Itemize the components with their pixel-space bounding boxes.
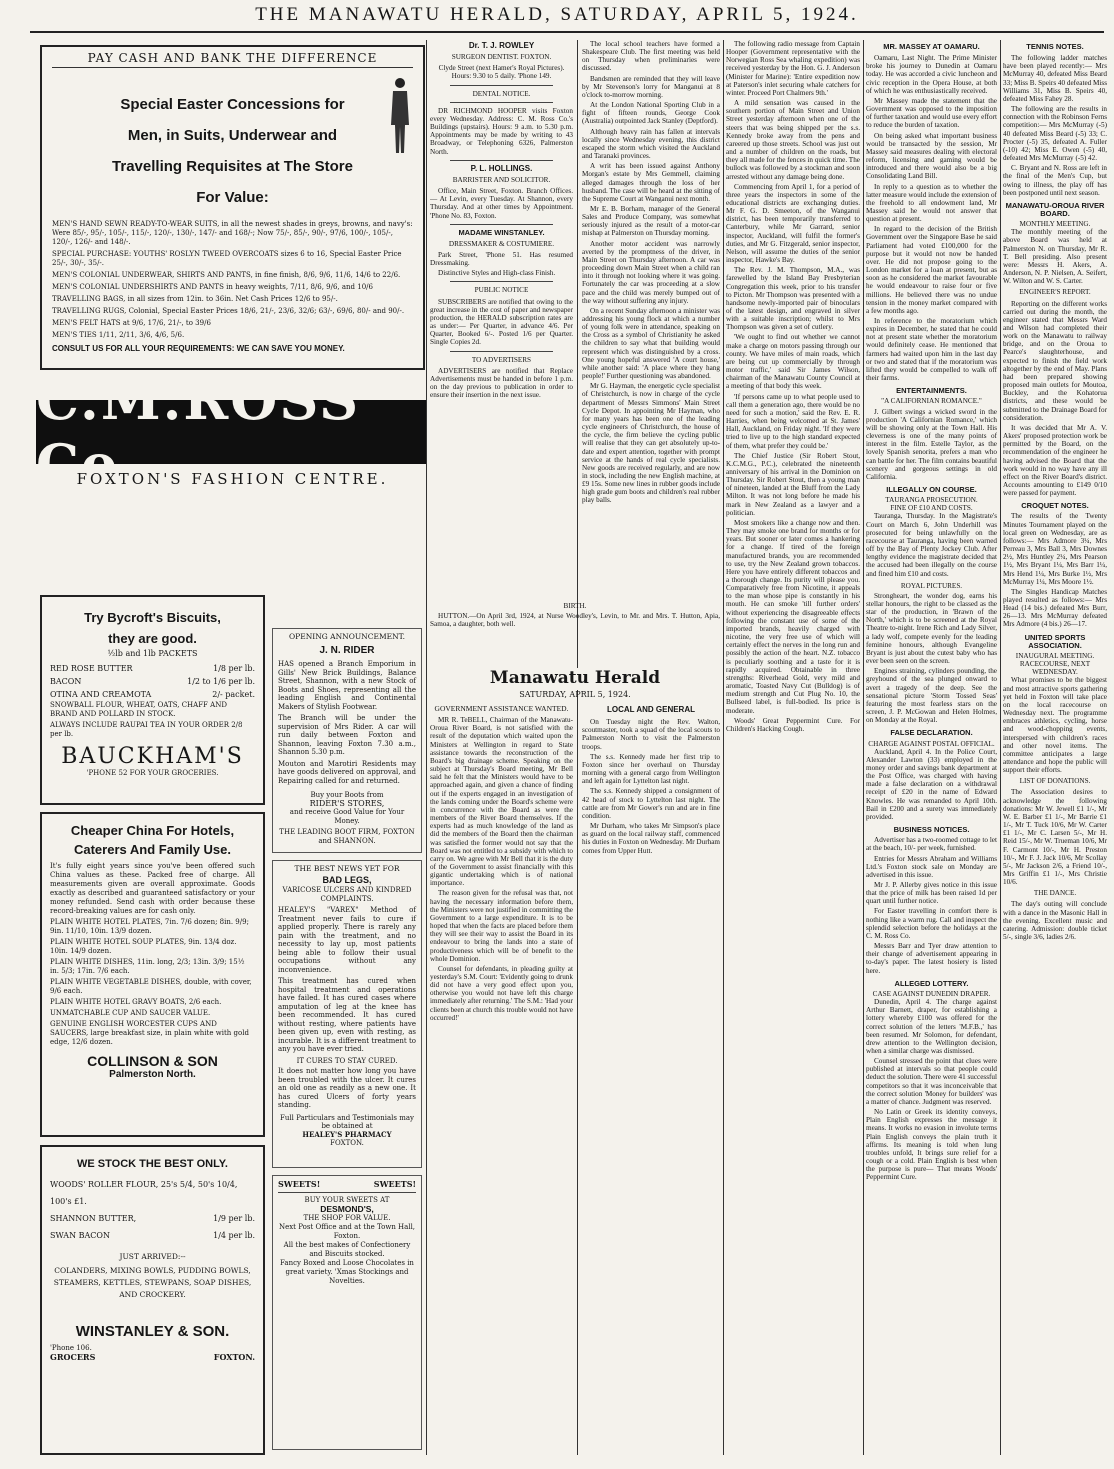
- winstanley-name: MADAME WINSTANLEY.: [458, 227, 545, 237]
- royal-headline: ROYAL PICTURES.: [900, 581, 963, 590]
- news-item: No Latin or Greek its identity conveys, Plain English expresses the message it means. It works no evasion in involute terms Plain English conveys the plain truth it affirms. Its meaning is told when lung troubles unfold, It brings sure relief for a cough or a cold. Plain English is best when the purpose is pure— That means Woods' Peppermint Cure.: [866, 1108, 997, 1182]
- rider-p1: HAS opened a Branch Emporium in Gills' New Brick Buildings, Balance Street, Shannon, with a new Stock of Boots and Shoes, representing all the leading English and Continental Makers of Stylish Footwear.: [278, 660, 416, 711]
- local-item: On Tuesday night the Rev. Walton, scoutmaster, took a squad of the local scouts to Palmerston North to visit the Palmerston troops.: [582, 718, 720, 751]
- news-item: The following are the results in connection with the Robinson Ferns competition:— Mrs McMurray (-5) 40 defeated Miss Beard (-5) 33; C. Procter (-5) 35, defeated A. Fuller (-10) 42; Miss E. Owen (-5) 40, defeated Mrs McMurray (-5) 42.: [1003, 105, 1107, 163]
- dental-notice: DENTAL NOTICE.: [472, 89, 531, 98]
- collinson-place: Palmerston North.: [109, 1069, 196, 1080]
- collinson-firm: COLLINSON & SON: [87, 1053, 218, 1069]
- rowley-hours: Hours: 9.30 to 5 daily. 'Phone 149.: [451, 72, 552, 81]
- sweets-buy: BUY YOUR SWEETS AT: [304, 1196, 390, 1204]
- pay-cash-items: [52, 220, 413, 340]
- local-general: [582, 702, 720, 1457]
- ross-logo-text: C.M.ROSS Co: [36, 368, 361, 496]
- sweets-p2: All the best makes of Confectionery and Biscuits stocked.: [283, 1241, 411, 1258]
- californian-headline: "A CALIFORNIAN ROMANCE.": [881, 397, 982, 406]
- masthead-rule: [30, 31, 1104, 33]
- news-item: The monthly meeting of the above Board was held at Palmerston N. on Thursday, Mr R. T. Bell presiding. Also present were: Messrs H. Akers, A. Anderson, N. P. Nielsen, A. Seifert, W. Wilton and W. S. Carter.: [1003, 228, 1107, 286]
- best-item-row: [50, 1227, 255, 1244]
- best-only-ad: [40, 1145, 265, 1455]
- herald-nameplate: Manawatu Herald: [430, 668, 720, 690]
- biscuits-extra-1: SNOWBALL FLOUR, WHEAT, OATS, CHAFF AND BRAND AND POLLARD IN STOCK.: [50, 701, 227, 718]
- business-notices-headline: BUSINESS NOTICES.: [893, 825, 970, 835]
- tauranga-headline: TAURANGA PROSECUTION.: [885, 496, 978, 505]
- local-item: The s.s. Kennedy shipped a consignment of 42 head of stock to Lyttelton last night. The cattle are from Mr Gower's run and are in fine condition.: [582, 787, 720, 820]
- best-item-name: SWAN BACON: [50, 1231, 110, 1240]
- news-item: Oamaru, Last Night. The Prime Minister broke his journey to Dunedin at Oamaru today. He was accorded a civic luncheon and civic reception in the Opera House, at both of which he was enthusiastically received.: [866, 54, 997, 95]
- hollings-title: BARRISTER AND SOLICITOR.: [452, 175, 551, 184]
- news-item: Entries for Messrs Abraham and Williams Ltd.'s Foxton stock sale on Monday are advertised in this issue.: [866, 854, 997, 879]
- ross-tagline: FOXTON'S FASHION CENTRE.: [76, 470, 389, 488]
- grocery-price: 2/- packet.: [212, 690, 255, 699]
- china-line-2: Caterers And Family Use.: [73, 842, 232, 857]
- news-item: Counsel stressed the point that clues were published at intervals so that people could deduct the solution. There were 41 successful competitors so that it was inconceivable that the correct solution 'Money for builders' was a matter of chance. Judgment was reserved.: [866, 1057, 997, 1106]
- ent-repeat: [866, 1420, 867, 1421]
- rider-title: OPENING ANNOUNCEMENT.: [289, 632, 405, 641]
- pay-cash-item: SPECIAL PURCHASE: YOUTHS' ROSLYN TWEED OVERCOATS sizes 6 to 16, Special Easter Price 25/-, 30/-, 35/-.: [52, 250, 402, 267]
- hollings-body: Office, Main Street, Foxton. Branch Offices.— At Levin, every Tuesday. At Shannon, every Thursday. And at other times by Appointment. 'Phone No. 83, Foxton.: [430, 187, 573, 220]
- news-item: At the London National Sporting Club in a fight of fifteen rounds, George Cook (Australia) outpointed Jack Stanley (Deptford).: [582, 101, 720, 126]
- arrived-goods: COLANDERS, MIXING BOWLS, PUDDING BOWLS, STEAMERS, KETTLES, STEWPANS, SOAP DISHES, AND CROCKERY.: [53, 1266, 252, 1299]
- hollings-name: P. L. HOLLINGS.: [470, 163, 533, 173]
- news-item: Reporting on the different works carried out during the month, the engineer stated that Messrs Ward and Wilson had completed their work on the Manawatu to railway bridge, and on the Oroua to Pearce's slaughterhouse, and expected to finish the field work altogether by the end of May. Plans had been prepared showing proposed main outlets for Moutoa, Buckley, and the Kohatorua districts, and these would be submitted to the Drainage Board for consideration.: [1003, 299, 1107, 422]
- sweets-shop: THE SHOP FOR VALUE.: [303, 1214, 391, 1222]
- tennis-headline: TENNIS NOTES.: [1026, 42, 1084, 51]
- biscuits-line-2: they are good.: [108, 631, 197, 646]
- pay-cash-ad: [40, 45, 425, 370]
- editorial: [430, 702, 573, 1457]
- news-item: On being asked what important business would be transacted by the session, Mr Massey said measures dealing with electoral reform, licensing and gaming would be introduced and there would also be a big Consolidating Land Bill.: [866, 131, 997, 181]
- false-decl-headline: FALSE DECLARATION.: [890, 728, 973, 738]
- best-item-price: 1/9 per lb.: [213, 1214, 255, 1223]
- professional-cards: [430, 40, 573, 585]
- advertisers-body: ADVERTISERS are notified that Replace Advertisements must be handed in before 1 p.m. on the day previous to publication in order to ensure their insertion in the next issue.: [430, 366, 573, 400]
- masthead: THE MANAWATU HERALD, SATURDAY, APRIL 5, 1924.: [255, 4, 859, 25]
- china-body: It's fully eight years since you've been offered such China values as these. Packed free of charge. All measurements given are overall approximate. Goods exactly as described and guaranteed satisfactory or your money refunded. Send cash with order because these record-breaking values are for cash only.: [50, 862, 255, 915]
- news-item: 'We ought to find out whether we cannot make a charge on motors passing through our county. We have miles of main roads, which are being cut up commercially by through motor traffic,' said Sir James Wilson, chairman of the Manawatu County Council at a meeting of that body this week.: [726, 333, 860, 391]
- local-item: Mr Durham, who takes Mr Simpson's place as guard on the local railway staff, commenced his duties in Foxton on Wednesday. Mr Durham comes from Upper Hutt.: [582, 822, 720, 855]
- rider-ad: [272, 628, 422, 853]
- just-arrived: JUST ARRIVED:--: [119, 1252, 186, 1261]
- rider-p6: THE LEADING BOOT FIRM, FOXTON and SHANNON.: [279, 828, 415, 845]
- birth-title: BIRTH.: [563, 602, 587, 610]
- news-item: In reply to a question as to whether the latter measure would include the extension of the freehold to all endowment land, Mr Massey said he would not answer that question at present.: [866, 182, 997, 224]
- bauckham-brand: BAUCKHAM'S: [61, 744, 244, 769]
- grocery-row: [50, 675, 255, 688]
- editorial-headline: GOVERNMENT ASSISTANCE WANTED.: [434, 704, 569, 713]
- advertisers-title: TO ADVERTISERS: [471, 355, 532, 364]
- news-item: C. Bryant and N. Ross are left in the final of the Men's Cup, but owing to illness, the play off has been postponed until next season.: [1003, 164, 1107, 197]
- china-item: PLAIN WHITE HOTEL PLATES, 7in. 7/6 dozen; 8in. 9/9; 9in. 11/10, 10in. 13/9 dozen.: [50, 918, 249, 935]
- news-item: Although heavy rain has fallen at intervals locally since Wednesday evening, this district escaped the storm which visited the Auckland and Taranaki provinces.: [582, 127, 720, 161]
- news-item: Another motor accident was narrowly averted by the promptness of the driver, in Main Street on Thursday afternoon. A car was proceeding down Main Street when a child ran into it through not looking where it was going. Fortunately the car was proceeding at a slow pace and the child was merely bumped out of the way without suffering any injury.: [582, 239, 720, 305]
- croquet-headline: CROQUET NOTES.: [1021, 501, 1089, 511]
- news-item: For Easter travelling in comfort there is nothing like a warm rug. Call and inspect the splendid selection before the holidays at the C. M. Ross Co.: [866, 907, 997, 940]
- news-item: The day's outing will conclude with a dance in the Masonic Hall in the evening. Excellent music and catering. Admission: double ticket 5/-, single 3/6, ladies 2/6.: [1003, 900, 1107, 942]
- dunedin-headline: CASE AGAINST DUNEDIN DRAPER.: [872, 989, 991, 998]
- news-item: Most smokers like a change now and then. They may smoke one brand for months or for years. But sooner or later comes a hankering for a change. If tired of the foreign manufactured brands, you are recommended to use, try the New Zealand grown tobaccos. Here you have entirely different tobaccos and a thorough change. Its purity will please you. Comparatively free from Nicotine, it appeals to the man whose pipe is constantly in his mouth. He can smoke 'till further orders' without experiencing the disagreeable effects following the constant use of some of the imported brands, heavily charged with nicotine, the very free use of which will certainly effect the nerves in the long run and possibly the action of the heart. N.Z. tobacco is peculiarly soothing and a taste for it is rapidly acquired. Obtainable in three strengths: Riverhead Gold, very mild and aromatic, Toasted Navy Cut (Bulldog) is of medium strength and Cut Plug No. 10, the Bullseed label, is full-bodied. Its price is moderate.: [726, 518, 860, 715]
- fine-headline: FINE OF £10 AND COSTS.: [890, 504, 973, 513]
- news-item: J. Gilbert swings a wicked sword in the production 'A Californian Romance,' which will be showing only at the Town Hall. His cleverness is one of the many points of interest in the film. Estelle Taylor, as the lovely Spanish senorita, prefers a man who can battle for her. The film contains beautiful scenery and gorgeous settings in old California.: [866, 407, 997, 481]
- col3-news: [582, 40, 720, 600]
- sweets-header: [278, 1180, 416, 1189]
- news-item: Dunedin, April 4. The charge against Arthur Barnett, draper, for establishing a lottery whereby £100 was offered for the correct solution of the letters 'M.F.B.,' has been resumed. Mr Solomon, for defendant, drew attention to the Wellington decision, when a similar charge was dismissed.: [866, 998, 997, 1055]
- col5-news: [866, 40, 997, 1460]
- inaugural-headline: INAUGURAL MEETING.: [1015, 651, 1095, 660]
- healey-p2: This treatment has cured when hospital treatment and operations have failed. It has cured cases where amputation of leg at the knee has been recommended. It has cured without resting, where patients have been given up, even with resting, as incurable. It is a different treatment to any you have ever tried.: [278, 977, 416, 1053]
- healey-bad-legs: BAD LEGS,: [322, 874, 372, 885]
- public-notice-body: SUBSCRIBERS are notified that owing to the great increase in the cost of paper and newspaper production, the HERALD subscription rates are as under:— Per Quarter, in advance 4/6. Per Quarter, Booked 6/-. Posted 1/6 per Quarter. Single Copies 2d.: [430, 297, 573, 347]
- news-item: Tauranga, Thursday. In the Magistrate's Court on March 6, John Underhill was prosecuted for being unlawfully on the racecourse at Tauranga, having been warned off by the Bay of Plenty Jockey Club. After lengthy evidence the magistrate decided that the accused had been illegally on the course and fined him £10 and costs.: [866, 512, 997, 578]
- easter-line-4: For Value:: [196, 189, 269, 206]
- healey-p1: HEALEY'S "VAREX" Method of Treatment never fails to cure if applied properly. There is rarely any pain with the treatment, and no necessity to lay up, most patients being able to follow their usual occupations without any inconvenience.: [278, 906, 416, 974]
- winstanley-trade: DRESSMAKER & COSTUMIERE.: [448, 239, 555, 248]
- news-item: Engines straining, cylinders pounding, the greyhound of the sea plunged onward to avert a tragedy of the deep. See the sensational picture 'Storm Tossed Seas' featuring the most fearless stars on the screen, J. P. McGowan and Helen Holmes, on Monday at the Royal.: [866, 667, 997, 725]
- news-item: Mr Massey made the statement that the Government was opposed to the imposition of further taxation and would use every effort to reduce the burden of taxation.: [866, 96, 997, 130]
- col5-unused: [866, 1420, 867, 1421]
- biscuits-line-1: Try Bycroft's Biscuits,: [84, 610, 221, 625]
- local-title: LOCAL AND GENERAL: [607, 705, 695, 714]
- news-item: Commencing from April 1, for a period of three years the inspectors in some of the educational districts are exchanging duties. Mr F. G. D. Smeeton, of the Wanganui district, has been temporarily transferred to Canterbury, while Mr Garrard, senior inspector, Auckland, will fulfil the former's duties, and Mr G. Fitzgerald, senior inspector, Nelson, will assume the duties of the senior inspector, Hawke's Bay.: [726, 182, 860, 265]
- news-item: The Singles Handicap Matches played resulted as follows:— Mrs Head (14 bis.) defeated Mrs Burr, 26—13. Mrs McMurray defeated Mrs Admore (4 bis.) 26—17.: [1003, 587, 1107, 629]
- news-item: Advertiser has a two-roomed cottage to let at the beach, 10/- per week, furnished.: [866, 836, 997, 853]
- editorial-p1: MR R. TeBELL, Chairman of the Manawatu-Oroua River Board, is not satisfied with the result of the deputation which waited upon the Ministers at Wellington in regard to State assistance towards the reconstruction of the Board's big drainage scheme. Speaking on the subject at Thursday's Board meeting, Mr Bell said he felt that the Ministers would have to be approached again, and given a chance of finding out if the experts engaged in an investigation of the lands coming under the Board's scheme were in concurrence with the Board as were the members of the River Board themselves. If the experts had as much knowledge of the land as did the members of the Board then the chairman was satisfied the former would not say that the Board was not entitled to a subsidy with which to carry on. We agree with Mr Bell that it is the duty of the Government to assist financially with this gigantic undertaking which is of national importance.: [430, 716, 573, 888]
- hooper-notice: DR RICHMOND HOOPER visits Foxton every Wednesday. Address: C. M. Ross Co.'s Buildings (upstairs). Hours: 9 a.m. to 5.30 p.m. Appointments may be made by writing to 43 Broadway, or Telephoning 6326, Palmerston North.: [430, 106, 573, 156]
- news-item: It was decided that Mr A. V. Akers' proposed protection work be permitted by the Board, on the recommendation of the engineer he having advised the Board that the work would in no way have any ill effect on the River Board's district. Accounts amounting to £149 0/10 were passed for payment.: [1003, 423, 1107, 498]
- biscuits-ad: [40, 595, 265, 805]
- editorial-p2: The reason given for the refusal was that, not having the necessary information before them, the Ministers were not justified in committing the Government to a large expenditure. It is to be hoped that when the facts are placed before them they will see their way to assist the Board in its endeavour to bring the lands into a state of productiveness which will be of benefit to the whole Dominion.: [430, 889, 573, 963]
- winstanley-p2: Distinctive Styles and High-class Finish.: [438, 269, 556, 278]
- healey-sub: VARICOSE ULCERS AND KINDRED COMPLAINTS.: [282, 886, 412, 903]
- china-ad: [40, 812, 265, 1137]
- best-item-name: SHANNON BUTTER,: [50, 1214, 137, 1223]
- rider-stores: RIDER'S STORES,: [309, 798, 385, 808]
- board-headline: MANAWATU-OROUA RIVER BOARD.: [1005, 200, 1105, 218]
- pay-cash-item: TRAVELLING BAGS, in all sizes from 12in. to 36in. Net Cash Prices 12/6 to 95/-.: [52, 295, 338, 303]
- col7-sports: [1003, 40, 1107, 1460]
- china-item: PLAIN WHITE HOTEL SOUP PLATES, 9in. 13/4 doz. 10in. 14/9 dozen.: [50, 938, 237, 955]
- grocers-label: GROCERS: [50, 1352, 96, 1362]
- news-item: The Chief Justice (Sir Robert Stout, K.C.M.G., P.C.), celebrated the nineteenth anniversary of his arrival in the Dominion on Thursday. Sir Robert Stout, then a young man of nineteen, landed at the Bluff from the Lady Milton. It was not long before he made his mark in New Zealand as a lawyer and a politician.: [726, 451, 860, 517]
- pay-cash-item: MEN'S HAND SEWN READY-TO-WEAR SUITS, in all the newest shades in greys, browns, and navy's: Were 85/-, 95/-, 105/-, 115/-, 120/-, 130/-, 147/- and 168/-; Now 75/-, 85/-, 90/-, 97/6, 100/-, 105/-, 120/-, 126/- and 148/-.: [52, 220, 413, 246]
- lottery-headline: ALLEGED LOTTERY.: [894, 978, 969, 988]
- illegal-headline: ILLEGALLY ON COURSE.: [886, 484, 977, 494]
- race-headline: RACECOURSE, NEXT WEDNESDAY.: [1019, 660, 1091, 677]
- usa-headline: UNITED SPORTS ASSOCIATION.: [1024, 632, 1086, 650]
- bauckham-phone: 'PHONE 52 FOR YOUR GROCERIES.: [86, 769, 219, 777]
- grocery-name: BACON: [50, 677, 82, 686]
- china-item: UNMATCHABLE CUP AND SAUCER VALUE.: [50, 1009, 211, 1017]
- biscuits-items: [50, 662, 255, 701]
- grocery-row: [50, 688, 255, 701]
- news-item: Bandsmen are reminded that they will leave by Mr Stevenson's lorry for Manganui at 8 o'clock to-morrow morning.: [582, 74, 720, 99]
- rider-p4: Buy your Boots from: [310, 791, 384, 799]
- pay-cash-item: TRAVELLING RUGS, Colonial, Special Easter Prices 18/6, 21/-, 23/6, 32/6; 63/-, 69/6, 80/- and 90/-.: [52, 307, 405, 315]
- sweets-p3: Fancy Boxed and Loose Chocolates in great variety. 'Xmas Stockings and Novelties.: [280, 1259, 414, 1285]
- winstanley-firm: WINSTANLEY & SON.: [75, 1323, 230, 1340]
- best-item-row: [50, 1210, 255, 1227]
- healey-p3: IT CURES TO STAY CURED.: [296, 1056, 398, 1065]
- easter-line-2: Men, in Suits, Underwear and: [127, 127, 338, 144]
- desmonds-1: DESMOND'S,: [320, 1204, 374, 1214]
- news-item: Mr E. B. Borham, manager of the General Sales and Produce Company, was somewhat seriously injured as the result of a motor-car mishap at Palmerston on Thursday morning.: [582, 204, 720, 238]
- best-item-price: 1/4 per lb.: [213, 1231, 255, 1240]
- rowley-title: SURGEON DENTIST. FOXTON.: [451, 53, 552, 62]
- rowley-name: Dr. T. J. ROWLEY: [468, 41, 535, 50]
- best-item-row: [50, 1176, 255, 1210]
- china-line-1: Cheaper China For Hotels,: [70, 823, 235, 838]
- winstanley-p1: Park Street, 'Phone 51. Has resumed Dressmaking.: [430, 250, 573, 268]
- news-item: The Association desires to acknowledge the following donations: Mr W. Jewell £1 1/-, Mr W. E. Barber £1 1/-, Mr Barrie £1 1/-, Mr T. Tuck 10/6, Mr W. Carter £1 1/-, Mr C. Larsen 5/-, Mr H. Reid 15/-, Mr W. Trueman 10/6, Mr F. Carmont 10/-, Mr H. Preston 10/-, Mr F. J. Jack 10/6, Mr Scollay 5/-, Mr Jackson 2/6, a Friend 10/-, Mrs Griffin £1 1/-, Mrs Christie 10/6.: [1003, 788, 1107, 887]
- best-only-items: [50, 1176, 255, 1244]
- china-item: PLAIN WHITE VEGETABLE DISHES, double, with cover, 9/6 each.: [50, 978, 252, 995]
- healey-town: FOXTON.: [330, 1139, 364, 1147]
- news-item: 'If persons came up to what people used to call them a generation ago, there would be no need for such a motion,' said the Rev. E. R. Harries, when being welcomed at St. James' Hall, Auckland, on Friday night. 'If they were tried to live up to the high standard expected of them, what prefer they could be.': [726, 392, 860, 450]
- monthly-headline: MONTHLY MEETING.: [1019, 220, 1091, 229]
- easter-line-3: Travelling Requisites at The Store: [112, 158, 353, 175]
- china-items: [50, 918, 255, 1047]
- rider-name: J. N. RIDER: [319, 644, 375, 656]
- local-item: The s.s. Kennedy made her first trip to Foxton since her overhaul on Thursday morning with a general cargo from Wellington and left again for Lyttelton last night.: [582, 752, 720, 786]
- winstanley-phone: 'Phone 106.: [50, 1344, 92, 1352]
- news-item: A writ has been issued against Anthony Morgan's estate by Mrs Gemmell, claiming alleged damages through the loss of her husband. The case will be heard at the sitting of the Supreme Court at Wanganui next month.: [582, 162, 720, 203]
- pay-cash-item: MEN'S COLONIAL UNDERWEAR, SHIRTS AND PANTS, in fine finish, 8/6, 9/6, 11/6, 14/6 to 22/6.: [52, 271, 401, 279]
- rowley-address: Clyde Street (next Hamer's Royal Pictures).: [438, 64, 565, 73]
- biscuits-extra-2: ALWAYS INCLUDE RAUPAI TEA IN YOUR ORDER 2/8 per lb.: [50, 721, 243, 738]
- news-item: Woods' Great Peppermint Cure. For Children's Hacking Cough.: [726, 716, 860, 733]
- dance-headline: THE DANCE.: [1033, 889, 1077, 898]
- news-item: Mr J. P. Allerby gives notice in this issue that the price of milk has been raised 1d per quart until further notice.: [866, 881, 997, 906]
- healey-title: THE BEST NEWS YET FOR: [294, 864, 400, 873]
- rider-p5: and receive Good Value for Your Money.: [289, 808, 405, 825]
- news-item: Mr G. Hayman, the energetic cycle specialist of Christchurch, is now in charge of the cycle department of Messrs Simmons' Main Street Cycle Depot. In appointing Mr Hayman, who for many years has been one of the leading cycle engineers of Christchurch, the house of the cycle, the firm believe the cycling public will realise that they can get absolutely up-to-date and expert attention, together with prompt service at the hands of real cycle specialists. New goods are received regularly, and are now in stock, including the new English machine, at £9 15s. Some new lines in rubber goods include high grade gum boots and children's real rubber play balls.: [582, 382, 720, 505]
- sweets-p1: Next Post Office and at the Town Hall, Foxton.: [278, 1223, 416, 1240]
- public-notice-title: PUBLIC NOTICE: [474, 286, 529, 295]
- grocery-price: 1/2 to 1/6 per lb.: [187, 677, 255, 686]
- ent-headline: ENTERTAINMENTS.: [896, 386, 967, 396]
- news-item: Messrs Barr and Tyer draw attention to their change of advertisement appearing in to-day's paper. The latest hosiery is listed here.: [866, 942, 997, 975]
- china-item: GENUINE ENGLISH WORCESTER CUPS AND SAUCERS, large breakfast size, in plain white with gold edge, 12/6 dozen.: [50, 1020, 249, 1046]
- biscuits-line-3: ½lb and 1lb PACKETS: [107, 649, 198, 658]
- birth-notice: [430, 600, 720, 660]
- healey-ad: [272, 860, 422, 1168]
- birth-text: HUTTON.—On April 3rd, 1924, at Nurse Woodley's, Levin, to Mr. and Mrs. T. Hutton, Apia, Samoa, a daughter, both well.: [430, 612, 720, 629]
- town-label: FOXTON.: [213, 1352, 255, 1362]
- editorial-p3: Counsel for defendants, in pleading guilty at yesterday's S.M. Court: 'Evidently going to drunk did not have a very good effect upon you, otherwise you would not have left this charge immediately after returning.' The S.M.: 'Had your clients been at church this trouble would not have occurred!': [430, 964, 573, 1022]
- engineer-headline: ENGINEER'S REPORT.: [1019, 288, 1091, 297]
- pay-cash-item: MEN'S COLONIAL UNDERSHIRTS AND PANTS in heavy weights, 7/11, 8/6, 9/6, and 10/6: [52, 283, 373, 291]
- rider-p3: Mouton and Marotiri Residents may have goods delivered on approval, and Repairing called for and returned.: [278, 759, 416, 785]
- news-item: The local school teachers have formed a Shakespeare Club. The first meeting was held on Thursday when preliminaries were discussed.: [582, 40, 720, 73]
- pay-cash-headline: PAY CASH AND BANK THE DIFFERENCE: [52, 51, 413, 68]
- col4-news: [726, 40, 860, 1460]
- grocery-row: [50, 662, 255, 675]
- news-item: The Rev. J. M. Thompson, M.A., was farewelled by the Island Bay Presbyterian Congregation this week, prior to his transfer to Picton. Mr Thompson was presented with a handsome newly-imported pair of binoculars of the latest design, and engraved in silver with a suitable inscription; whilst to Mrs Thompson was given a set of cutlery.: [726, 266, 860, 332]
- man-illustration: [388, 75, 412, 155]
- news-item: A mild sensation was caused in the southern portion of Main Street and Union Street yesterday afternoon when one of the steers that was being shipped per the s.s. Kennedy broke away from the pens and careered up those streets. School was just out and a number of children on the roads, but they all made for the fences in quick time. The bullock was followed by a stockman and soon arrested without any damage being done.: [726, 99, 860, 181]
- winstanley-footer: [50, 1352, 255, 1362]
- sweets-right: SWEETS!: [373, 1179, 416, 1189]
- news-item: In reference to the moratorium which expires in December, he stated that he could not at present state whether the moratorium would definitely cease. He mentioned that farmers had waited upon him in the last day or two and stated that if the moratorium was lifted they would be compelled to walk off their farms.: [866, 317, 997, 383]
- news-item: The results of the Twenty Minutes Tournament played on the local green on Wednesday, are as follows:— Mrs Admore 3¼, Mrs Perreau 3, Mrs Ball 3, Mrs Downes 2½, Mrs Huntley 2¼, Mrs Pearson 1½, Mrs Bryant 1¼, Mrs Barr 1¼, Mrs Hend 1¼, Mrs Burke 1½, Mrs McMurray 1¼, Mrs Moore 1½.: [1003, 512, 1107, 586]
- healey-pharmacy: HEALEY'S PHARMACY: [302, 1129, 392, 1139]
- news-item: Auckland, April 4. In the Police Court, Alexander Lawton (33) employed in the money order and savings bank department at the Post Office, was charged with having made a false declaration on a withdrawal receipt of £20 in the name of Edward Knowles. He was remanded to April 10th. Bail in £200 and a surety was immediately provided.: [866, 747, 997, 821]
- news-item: On a recent Sunday afternoon a minister was addressing his young flock at which a number of young folk were in attendance, speaking on the Cross as a symbol of Christianity he asked the children to say what that building would represent which was distinguished by a cross. One young hopeful answered 'A court house,' while another said: 'A place where they hang people!' Further questioning was abandoned.: [582, 306, 720, 381]
- grocery-name: OTINA AND CREAMOTA: [50, 690, 152, 699]
- sweets-left: SWEETS!: [278, 1179, 321, 1189]
- postal-headline: CHARGE AGAINST POSTAL OFFICIAL.: [868, 739, 995, 748]
- sweets-ad: [272, 1175, 422, 1450]
- donations-headline: LIST OF DONATIONS.: [1019, 777, 1091, 786]
- best-item-name: WOODS' ROLLER FLOUR, 25's 5/4, 50's 10/4, 100's £1.: [50, 1180, 238, 1206]
- china-item: PLAIN WHITE HOTEL GRAVY BOATS, 2/6 each.: [50, 998, 222, 1006]
- news-item: The following radio message from Captain Hooper (Government representative with the Norwegian Ross Sea whaling expedition) was received yesterday by the Hon. G. J. Anderson (Minister for Marine): 'Entire expedition now at Paterson's inlet securing whale catchers for winter. Proceed Port Chalmers 9th.': [726, 40, 860, 97]
- easter-line-1: Special Easter Concessions for: [120, 96, 345, 113]
- pay-cash-item: MEN'S TIES 1/11, 2/11, 3/6, 4/6, 5/6.: [52, 331, 185, 339]
- pay-cash-item: MEN'S FELT HATS at 9/6, 17/6, 21/-, to 39/6: [52, 319, 211, 327]
- news-item: In regard to the decision of the British Government over the Singapore Base he said Parliament had voted £100,000 for the purpose but it would not now be handed over. He did not propose going to the London market for a loan at present, but as soon as he considered the market favourable he would endeavour to raise four or five millions. He believed there was no undue tension in the money market compared with a few months ago.: [866, 225, 997, 315]
- grocery-name: RED ROSE BUTTER: [50, 664, 133, 673]
- healey-p5: Full Particulars and Testimonials may be obtained at: [280, 1113, 414, 1130]
- best-only-headline: WE STOCK THE BEST ONLY.: [77, 1158, 228, 1170]
- news-item: The following ladder matches have been played recently:— Mrs McMurray 40, defeated Miss Beard 33; Miss B. Speirs 40 defeated Miss Williams 31, Miss B. Speirs 40, defeated Miss Fahey 28.: [1003, 54, 1107, 103]
- china-item: PLAIN WHITE DISHES, 11in. long, 2/3; 13in. 3/9; 15½ in. 5/3; 17in. 7/6 each.: [50, 958, 245, 975]
- news-item: Strongheart, the wonder dog, earns his stellar honours, the right to be classed as the star of the production, in 'Brawn of the North,' which is to be screened at the Royal Theatre to-night. Irene Rich and Lady Silver, a lady wolf, compete evenly for the leading feminine honours, although Evangeline Bryant is just about the cutest baby who has ever been seen on the screen.: [866, 591, 997, 666]
- grocery-price: 1/8 per lb.: [213, 664, 255, 673]
- pay-cash-footer: CONSULT US FOR ALL YOUR REQUIREMENTS: WE CAN SAVE YOU MONEY.: [52, 344, 345, 353]
- news-item: What promises to be the biggest and most attractive sports gathering yet held in Foxton will take place on the local racecourse on Wednesday next. The programme embraces athletics, cycling, horse and wood-chopping events, interspersed with children's races and other novel items. The committee anticipates a large attendance and hope the public will support their efforts.: [1003, 676, 1107, 775]
- rider-p2: The Branch will be under the supervision of Mrs Rider. A car will run daily between Foxton and Shannon, leaving Foxton 7.30 a.m., Shannon 5.30 p.m.: [278, 714, 416, 756]
- herald-date: SATURDAY, APRIL 5, 1924.: [519, 690, 631, 699]
- healey-p4: It does not matter how long you have been troubled with the ulcer. It cures an old one as readily as a new one. It has cured Ulcers of forty years standing.: [278, 1067, 416, 1109]
- massey-headline: MR. MASSEY AT OAMARU.: [883, 42, 980, 51]
